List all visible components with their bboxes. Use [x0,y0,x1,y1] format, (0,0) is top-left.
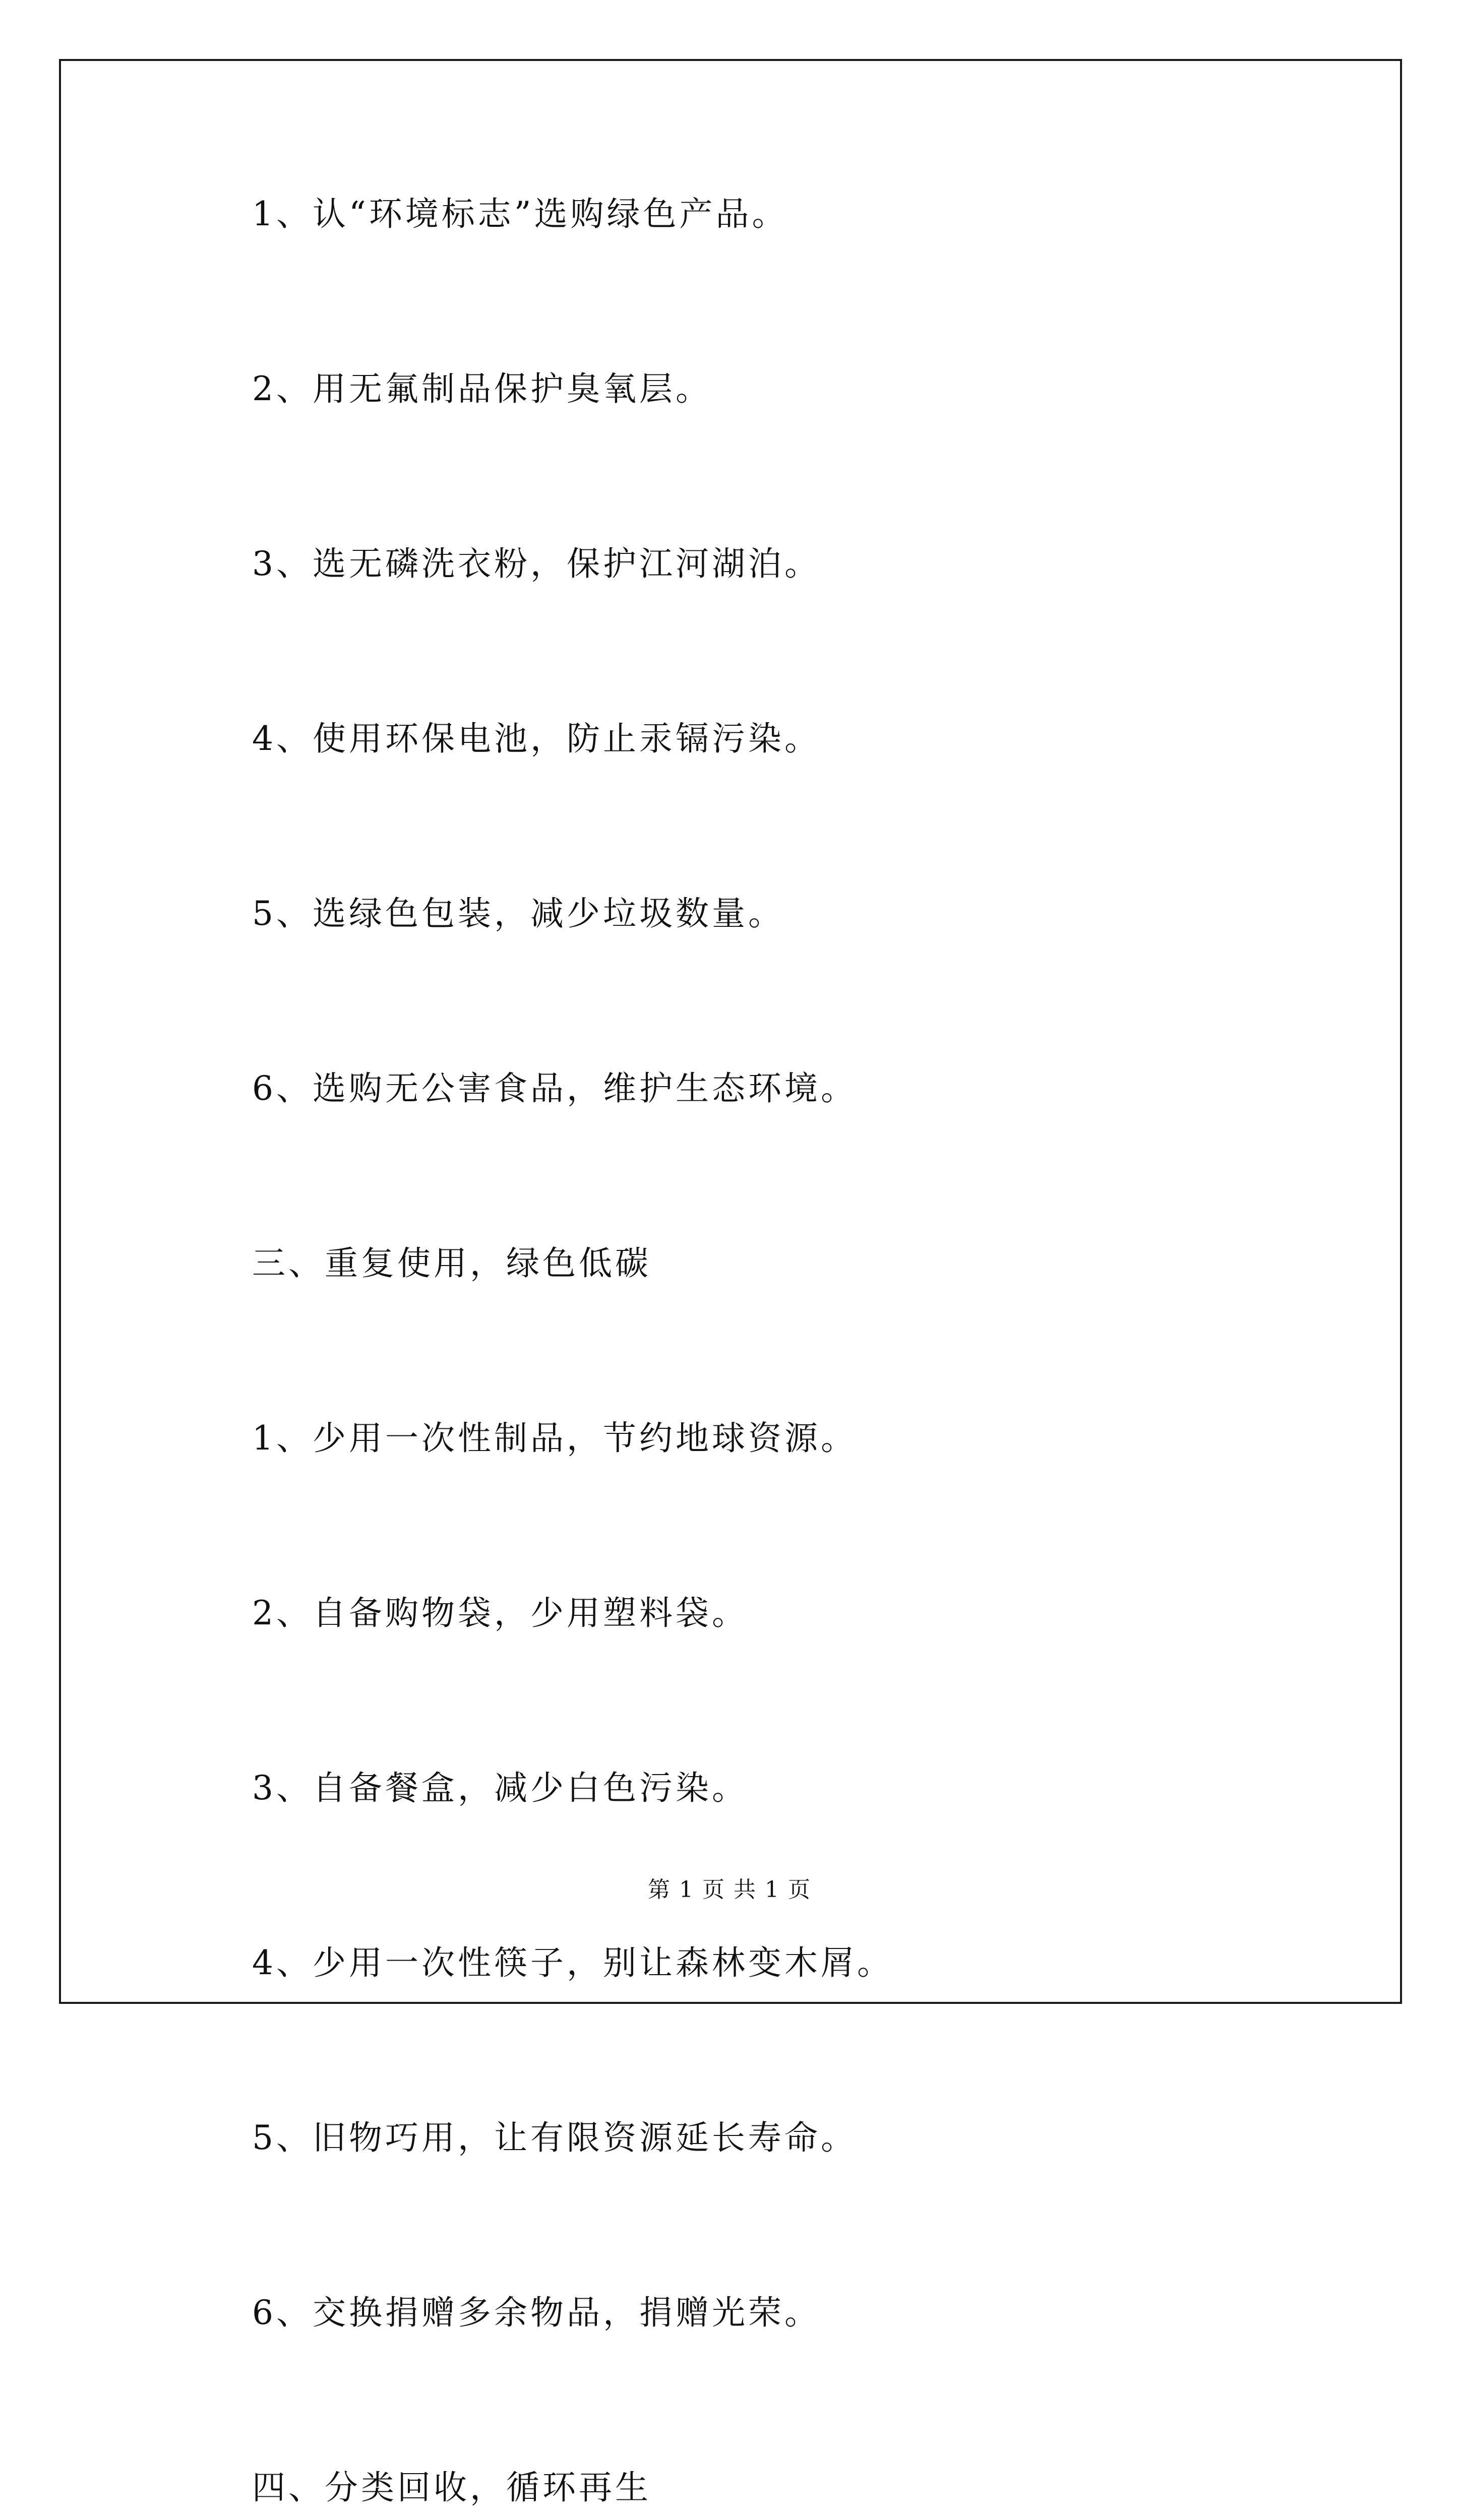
text-line: 6、交换捐赠多余物品，捐赠光荣。 [252,2293,821,2332]
page-footer: 第 1 页 共 1 页 [648,1877,811,1903]
section-heading: 四、分类回收，循环再生 [252,2468,651,2507]
text-line: 5、旧物巧用，让有限资源延长寿命。 [252,2118,857,2157]
text-line: 4、少用一次性筷子，别让森林变木屑。 [252,1943,893,1982]
text-line: 3、自备餐盒，减少白色污染。 [252,1769,748,1807]
text-line: 1、认“环境标志”选购绿色产品。 [252,195,788,233]
text-line: 1、少用一次性制品，节约地球资源。 [252,1419,857,1458]
text-line: 3、选无磷洗衣粉，保护江河湖泊。 [252,544,821,583]
text-line: 2、用无氟制品保护臭氧层。 [252,369,712,408]
text-line: 5、选绿色包装，减少垃圾数量。 [252,894,784,933]
section-heading: 三、重复使用，绿色低碳 [252,1244,651,1283]
text-line: 2、自备购物袋，少用塑料袋。 [252,1594,748,1632]
text-line: 4、使用环保电池，防止汞镉污染。 [252,719,821,758]
text-line: 6、选购无公害食品，维护生态环境。 [252,1069,857,1108]
